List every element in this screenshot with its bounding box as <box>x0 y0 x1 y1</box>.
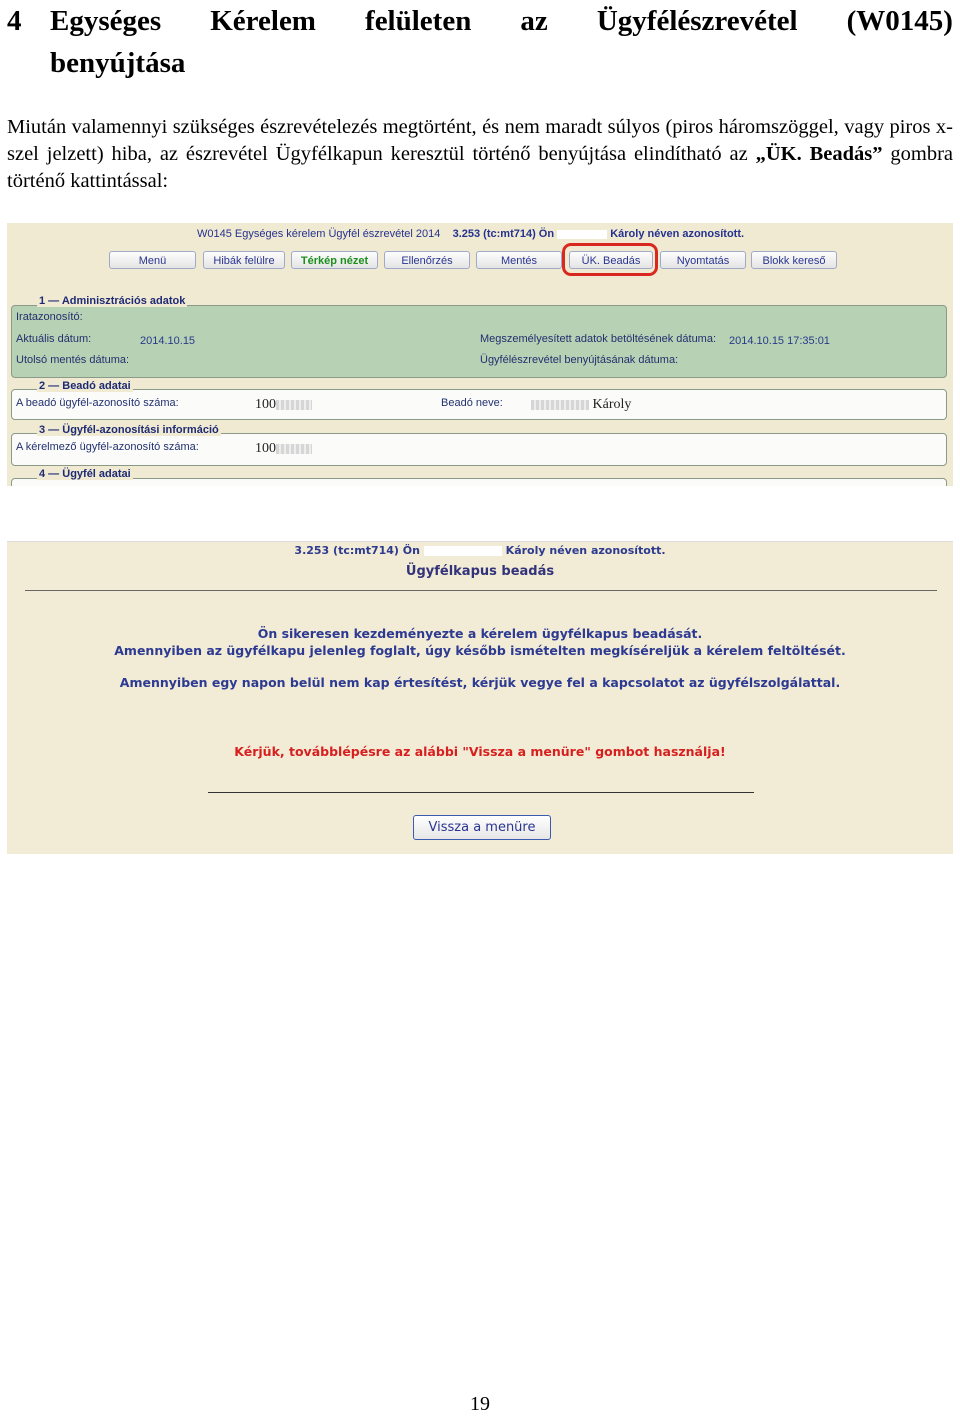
heading-word: Ügyfélészrevétel <box>596 5 798 37</box>
divider <box>208 792 754 793</box>
intro-paragraph <box>7 114 953 195</box>
redacted-id <box>276 400 312 410</box>
uk-submit-button[interactable]: ÜK. Beadás <box>569 251 653 269</box>
success-message: Ön sikeresen kezdeményezte a kérelem ügyfélkapus beadását. <box>257 626 703 641</box>
contact-message: Amennyiben egy napon belül nem kap értesítést, kérjük vegye fel a kapcsolatot az ügyfélszolgálattal. <box>119 675 841 690</box>
divider <box>25 590 937 591</box>
submitter-name-label: Beadó neve: <box>441 397 503 409</box>
client-id-label: A kérelmező ügyfél-azonosító száma: <box>16 441 199 453</box>
personalized-date-label: Megszemélyesített adatok betöltésének dátuma: <box>480 333 717 345</box>
heading-word: az <box>520 5 548 37</box>
highlight-circle <box>562 243 658 276</box>
current-date-label: Aktuális dátum: <box>16 333 92 345</box>
print-button[interactable]: Nyomtatás <box>660 251 746 269</box>
client-id-value: 100 <box>255 441 312 457</box>
heading-number: 4 <box>7 5 22 37</box>
redacted-name <box>424 546 502 556</box>
redacted-surname <box>531 400 589 410</box>
personalized-date-value: 2014.10.15 17:35:01 <box>729 335 830 347</box>
heading-word: Kérelem <box>210 5 316 37</box>
redacted-name <box>557 230 607 239</box>
iratazonosito-label: Iratazonosító: <box>16 311 83 323</box>
section-legend-4: 4 — Ügyfél adatai <box>39 468 131 480</box>
check-button[interactable]: Ellenőrzés <box>384 251 470 269</box>
menu-button[interactable]: Menü <box>109 251 196 269</box>
paragraph-text-end: gombra történő kattintással: <box>7 143 953 192</box>
save-button[interactable]: Mentés <box>476 251 562 269</box>
redacted-id <box>276 444 312 454</box>
submitter-id-label: A beadó ügyfél-azonosító száma: <box>16 397 179 409</box>
confirmation-screenshot <box>7 541 953 854</box>
last-save-label: Utolsó mentés dátuma: <box>16 354 130 366</box>
submitter-name-value: Károly <box>531 397 631 413</box>
section-legend-1: 1 — Adminisztrációs adatok <box>39 295 186 307</box>
form-title: W0145 Egységes kérelem Ügyfél észrevétel 2014 <box>197 228 441 240</box>
submission-date-label: Ügyfélészrevétel benyújtásának dátuma: <box>480 354 679 366</box>
heading-line-1 <box>50 0 953 42</box>
paragraph-bold: „ÜK. Beadás” <box>755 143 883 165</box>
current-date-value: 2014.10.15 <box>140 335 196 347</box>
heading-word: (W0145) <box>846 5 953 37</box>
back-to-menu-button[interactable]: Vissza a menüre <box>413 815 551 840</box>
form-title-bar <box>197 228 744 240</box>
submitter-id-value: 100 <box>255 397 312 413</box>
section-legend-3: 3 — Ügyfél-azonosítási információ <box>39 424 219 436</box>
login-info-name: Károly néven azonosított. <box>610 228 745 240</box>
form-screenshot <box>7 223 953 486</box>
errors-top-button[interactable]: Hibák felülre <box>203 251 285 269</box>
login-info-bar: 3.253 (tc:mt714) Ön Károly néven azonosított. <box>294 544 666 557</box>
confirmation-title: Ügyfélkapus beadás <box>405 564 555 579</box>
section-legend-2: 2 — Beadó adatai <box>39 380 131 392</box>
page-number: 19 <box>470 1393 490 1415</box>
paragraph-text: Miután valamennyi szükséges észrevételezés megtörtént, és nem maradt súlyos (piros háromszöggel, vagy piros x-szel jelzett) hiba, az észrevétel Ügyfélkapun keresztül történő benyújtása elindítható az <box>7 116 953 165</box>
heading-line-2: benyújtása <box>50 47 186 79</box>
retry-message: Amennyiben az ügyfélkapu jelenleg foglalt, úgy később ismételten megkíséreljük a kérelem feltöltését. <box>114 643 846 658</box>
block-search-button[interactable]: Blokk kereső <box>751 251 837 269</box>
login-info: 3.253 (tc:mt714) Ön <box>452 228 555 240</box>
client-data-section <box>11 478 947 486</box>
heading-word: felületen <box>365 5 472 37</box>
heading-word: Egységes <box>50 5 162 37</box>
instruction-message: Kérjük, továbblépésre az alábbi "Vissza a menüre" gombot használja! <box>234 744 726 759</box>
map-view-button[interactable]: Térkép nézet <box>291 251 378 269</box>
